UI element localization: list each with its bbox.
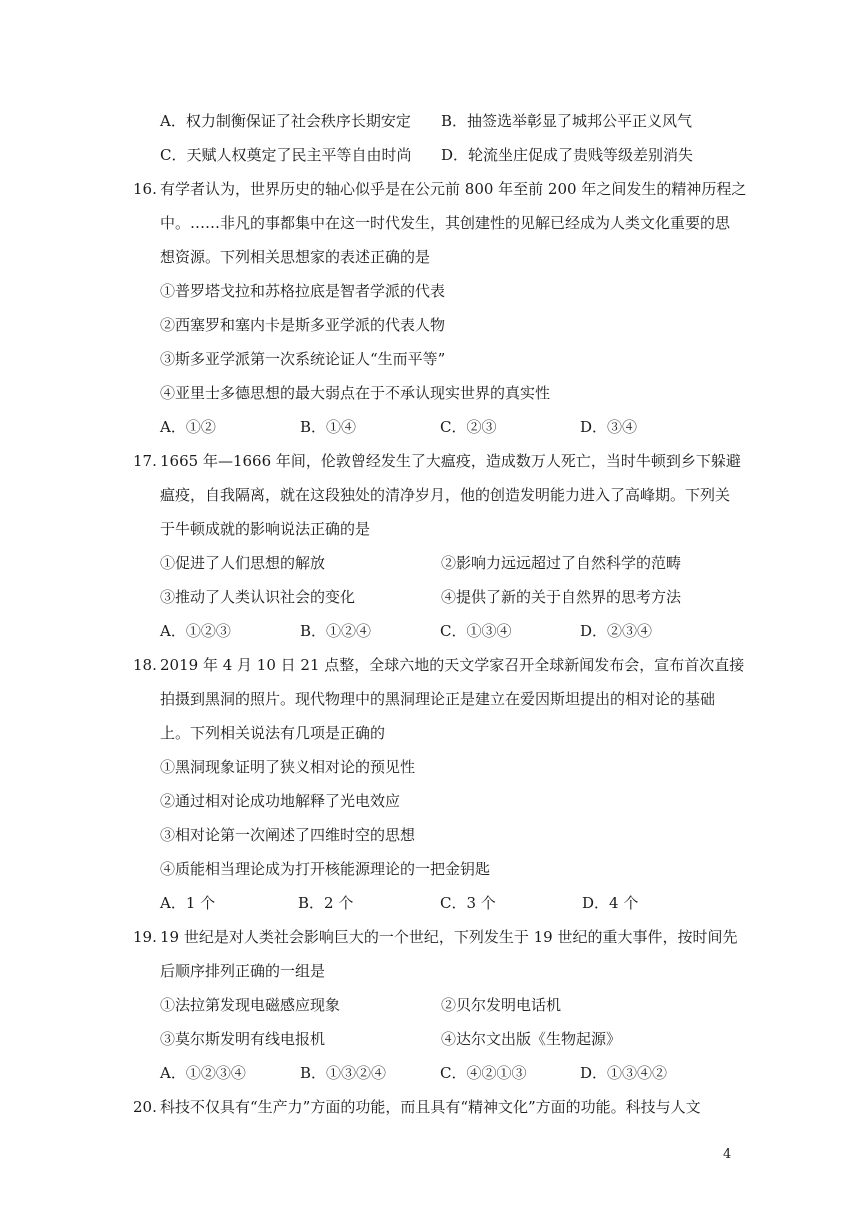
- q17-item-1: ①促进了人们思想的解放: [160, 554, 326, 572]
- q19-stem-line: 后顺序排列正确的一组是: [160, 962, 326, 980]
- q19-item-4: ④达尔文出版《生物起源》: [441, 1030, 622, 1048]
- q18-item-4: ④质能相当理论成为打开核能源理论的一把金钥匙: [160, 860, 491, 878]
- q18-option-d: D．4 个: [582, 894, 639, 912]
- q17-option-b: B．①②④: [300, 622, 372, 640]
- q18-stem-line: 拍摄到黑洞的照片。现代物理中的黑洞理论正是建立在爱因斯坦提出的相对论的基础: [160, 690, 716, 708]
- q19-option-b: B．①③②④: [300, 1064, 387, 1082]
- q18-item-3: ③相对论第一次阐述了四维时空的思想: [160, 826, 416, 844]
- q15-option-d: D．轮流坐庄促成了贵贱等级差别消失: [441, 146, 694, 164]
- q19-option-c: C．④②①③: [440, 1064, 527, 1082]
- q16-option-b: B．①④: [300, 418, 357, 436]
- q17-item-4: ④提供了新的关于自然界的思考方法: [441, 588, 682, 606]
- q16-option-d: D．③④: [580, 418, 638, 436]
- q17-item-3: ③推动了人类认识社会的变化: [160, 588, 356, 606]
- q19-item-3: ③莫尔斯发明有线电报机: [160, 1030, 326, 1048]
- q16-option-c: C．②③: [440, 418, 497, 436]
- q19-stem-line: 19 世纪是对人类社会影响巨大的一个世纪，下列发生于 19 世纪的重大事件，按时间先: [160, 928, 738, 946]
- q17-item-2: ②影响力远远超过了自然科学的范畴: [441, 554, 682, 572]
- q19-item-2: ②贝尔发明电话机: [441, 996, 562, 1014]
- q20-number: 20.: [133, 1098, 157, 1116]
- q15-option-a: A．权力制衡保证了社会秩序长期安定: [160, 112, 411, 130]
- q18-item-2: ②通过相对论成功地解释了光电效应: [160, 792, 401, 810]
- q17-option-a: A．①②③: [160, 622, 231, 640]
- q15-option-b: B．抽签选举彰显了城邦公平正义风气: [441, 112, 693, 130]
- q16-stem-line: 中。……非凡的事都集中在这一时代发生，其创建性的见解已经成为人类文化重要的思: [160, 214, 731, 232]
- q16-item-1: ①普罗塔戈拉和苏格拉底是智者学派的代表: [160, 282, 446, 300]
- q18-stem-line: 上。下列相关说法有几项是正确的: [160, 724, 386, 742]
- q19-option-a: A．①②③④: [160, 1064, 246, 1082]
- page-number: 4: [723, 1147, 732, 1162]
- q18-number: 18.: [133, 656, 157, 674]
- q18-option-b: B．2 个: [298, 894, 354, 912]
- q17-stem-line: 瘟疫，自我隔离，就在这段独处的清净岁月，他的创造发明能力进入了高峰期。下列关: [160, 486, 731, 504]
- q19-item-1: ①法拉第发现电磁感应现象: [160, 996, 341, 1014]
- q17-option-c: C．①③④: [440, 622, 512, 640]
- q15-option-c: C．天赋人权奠定了民主平等自由时尚: [160, 146, 412, 164]
- q20-stem-line: 科技不仅具有“生产力”方面的功能，而且具有“精神文化”方面的功能。科技与人文: [160, 1098, 701, 1116]
- q18-item-1: ①黑洞现象证明了狭义相对论的预见性: [160, 758, 416, 776]
- q17-stem-line: 于牛顿成就的影响说法正确的是: [160, 520, 371, 538]
- q17-stem-line: 1665 年—1666 年间，伦敦曾经发生了大瘟疫，造成数万人死亡，当时牛顿到乡下躲避: [160, 452, 741, 470]
- q18-stem-line: 2019 年 4 月 10 日 21 点整，全球六地的天文学家召开全球新闻发布会，宣布首次直接: [160, 656, 745, 674]
- q16-stem-line: 有学者认为，世界历史的轴心似乎是在公元前 800 年至前 200 年之间发生的精神历程之: [160, 180, 747, 198]
- q19-option-d: D．①③④②: [580, 1064, 668, 1082]
- q16-item-4: ④亚里士多德思想的最大弱点在于不承认现实世界的真实性: [160, 384, 551, 402]
- q18-option-c: C．3 个: [440, 894, 496, 912]
- q16-number: 16.: [133, 180, 157, 198]
- q17-number: 17.: [133, 452, 157, 470]
- q16-stem-line: 想资源。下列相关思想家的表述正确的是: [160, 248, 431, 266]
- q18-option-a: A．1 个: [160, 894, 216, 912]
- q19-number: 19.: [133, 928, 157, 946]
- q17-option-d: D．②③④: [580, 622, 653, 640]
- q16-item-2: ②西塞罗和塞内卡是斯多亚学派的代表人物: [160, 316, 446, 334]
- q16-item-3: ③斯多亚学派第一次系统论证人“生而平等”: [160, 350, 446, 368]
- q16-option-a: A．①②: [160, 418, 216, 436]
